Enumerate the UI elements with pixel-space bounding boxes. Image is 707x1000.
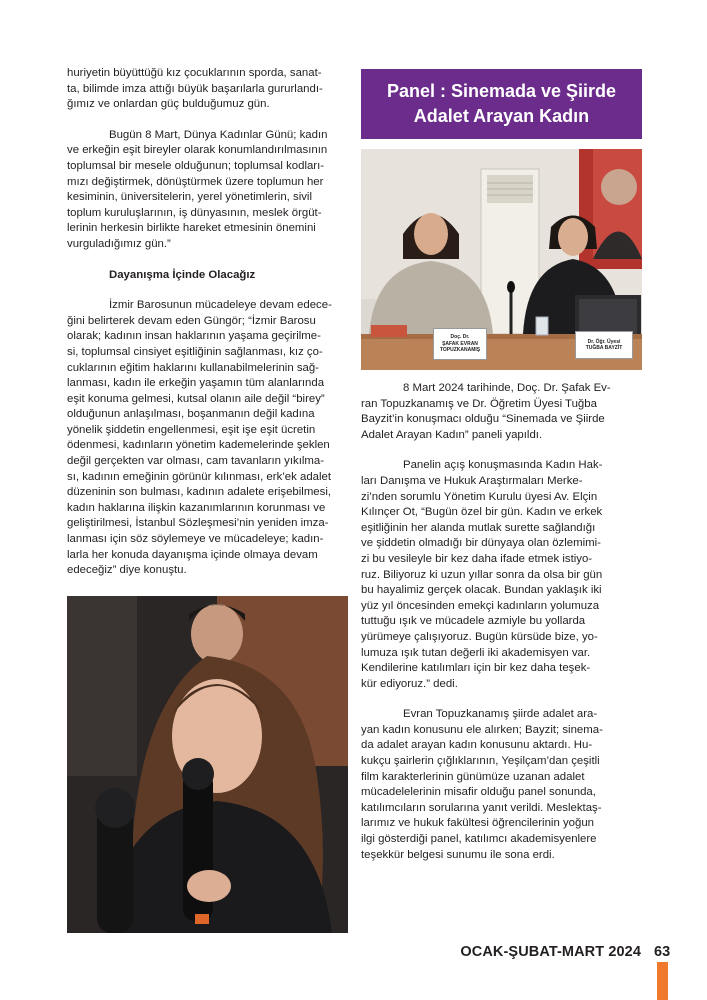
left-column (67, 66, 347, 579)
section-subheading: Dayanışma İçinde Olacağız (109, 268, 256, 281)
right-paragraph-3: Evran Topuzkanamış şiirde adalet ara- yan kadın konusunu ele alırken; Bayzit; sinema- da adalet arayan kadın konusunu aktardı. Hu- kukçu şairlerin çığlıklarının, Yeşilçam’dan çeşitli film karakterlerinin günümüze uzanan adalet mücadelelerinin misafir olduğu panel sonunda, katılımcıların sorularına yanıt verildi. Meslektaş- larımız ve hukuk fakültesi öğrencilerinin yoğun ilgi gösterdiği panel, katılımcı akademisyenlere teşekkür belgesi sunumu ile sona erdi. (361, 708, 603, 861)
nameplate-right: Dr. Öğr. Üyesi TUĞBA BAYZİT (575, 331, 633, 359)
nameplate-left: Doç. Dr. ŞAFAK EVRAN TOPUZKANAMIŞ (433, 328, 487, 360)
accent-bar (657, 962, 668, 1000)
left-paragraph-2: Bugün 8 Mart, Dünya Kadınlar Günü; kadın ve erkeğin eşit bireyler olarak konumlandırılmasının toplumsal bir mesele olduğunun; toplumsal kodları- mızı değiştirmek, dönüştürmek üzere toplumun her kesiminin, üniversitelerin, yerel yönetimlerin, sivil toplum kuruluşlarının, iş dünyasının, meslek örgüt- lerinin herkesin birlikte hareket etmesinin önemini vurguladığımız gün.” (67, 128, 328, 250)
left-paragraph-1: huriyetin büyüttüğü kız çocuklarının sporda, sanat- ta, bilimde imza attığı büyük başarılarla gururlandı- ğımız ve onlardan güç bulduğumuz gün. (67, 67, 323, 111)
panel-title-banner (361, 69, 642, 139)
right-column (361, 381, 641, 863)
page-number: 63 (654, 944, 671, 960)
right-paragraph-1: 8 Mart 2024 tarihinde, Doç. Dr. Şafak Ev- ran Topuzkanamış ve Dr. Öğretim Üyesi Tuğba Bayzit’in konuşmacı olduğu “Sinemada ve Şiirde Adalet Arayan Kadın” paneli yapıldı. (361, 382, 611, 441)
speaker-photo (67, 596, 348, 933)
right-paragraph-2: Panelin açış konuşmasında Kadın Hak- ları Danışma ve Hukuk Araştırmaları Merke- zi’nden sorumlu Yönetim Kurulu üyesi Av. Elçin Kılınçer Ot, “Bugün özel bir gün. Kadın ve erkek eşitliğinin her alanda mutlak surette sağlandığı ve şiddetin olmadığı bir dünyaya olan özlemimi- zi bu vesileyle bir kez daha ifade etmek istiyo- ruz. Biliyoruz ki uzun yıllar sonra da olsa bir gün bu hayalimiz gerçek olacak. Bundan yaklaşık iki yüz yıl öncesinden emekçi kadınların yolumuza tuttuğu ışık ve mücadele azmiyle bu yollarda yürümeye çalışıyoruz. Bugün kürsüde bize, yo- lumuza ışık tutan değerli iki akademisyen var. Kendilerine katılımları için bir kez daha teşek- kür ediyoruz.” dedi. (361, 459, 603, 690)
panel-photo (361, 149, 642, 370)
left-paragraph-3: İzmir Barosunun mücadeleye devam edece- ğini belirterek devam eden Güngör; “İzmir Barosu olarak; kadının insan haklarının yaşama geçirilme- si, toplumsal cinsiyet eşitliğinin sağlanması, kız ço- cuklarının eğitim haklarını kullanabilmelerinin sağ- lanması, kadın ile erkeğin yaşamın tüm alanlarında eşit konuma gelmesi, kutsal olanın aile değil “birey” olduğunun anlaşılması, boşanmanın değil kadına yönelik şiddetin engellenmesi, eşit işe eşit ücretin ödenmesi, kadınların yönetim kademelerinde şeklen değil gerçekten var olması, cam tavanların yıkılma- sı, kadının emeğinin görünür kılınması, erk’ek adalet düzeninin son bulması, kadının adalete erişebilmesi, kadın haklarına ilişkin kazanımlarının korunması ve geliştirilmesi, İstanbul Sözleşmesi’nin yeniden imza- lanması için söz söylemeye ve mücadeleye; kadın- larla her konuda dayanışma içinde olmaya devam edeceğiz” diye konuştu. (67, 299, 332, 577)
issue-label: OCAK-ŞUBAT-MART 2024 (460, 944, 641, 960)
panel-title: Panel : Sinemada ve Şiirde Adalet Arayan Kadın (386, 81, 617, 126)
